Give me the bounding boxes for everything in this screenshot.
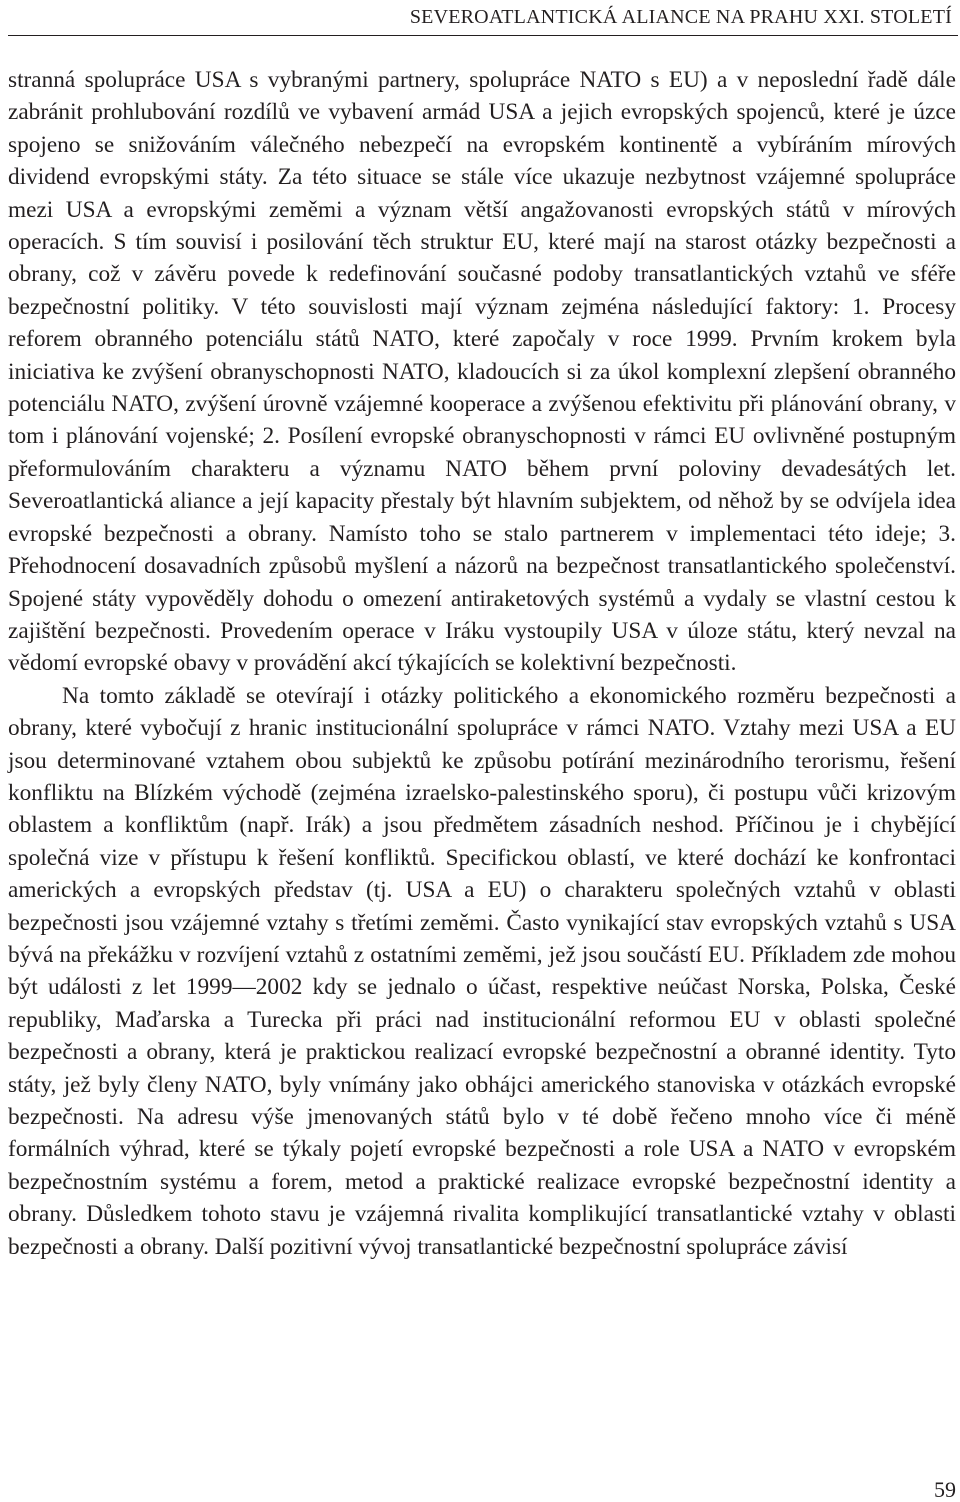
paragraph-1: stranná spolupráce USA s vybranými partnery, spolupráce NATO s EU) a v neposlední řadě dále zabránit prohlubování rozdílů ve vybavení armád USA a jejich evropských spojenců, které je úzce spojeno se snižováním válečného nebezpečí na evropském kontinentě a vybíráním mírových dividend evropskými státy. Za této situace se stále více ukazuje nezbytnost vzájemné spolupráce mezi USA a evropskými zeměmi a význam větší angažovanosti evropských států v mírových operacích. S tím souvisí i posilování těch struktur EU, které mají na starost otázky bezpečnosti a obrany, což v závěru povede k redefinování současné podoby transatlantických vztahů ve sféře bezpečnostní politiky. V této souvislosti mají význam zejména následující faktory: 1. Procesy reforem obranného potenciálu států NATO, které započaly v roce 1999. Prvním krokem byla iniciativa ke zvýšení obranyschopnosti NATO, kladoucích si za úkol komplexní zlepšení obranného potenciálu NATO, zvýšení úrovně vzájemné kooperace a zvýšenou efektivitu při plánování obrany, v tom i plánování vojenské; 2. Posílení evropské obranyschopnosti v rámci EU ovlivněné postupným přeformulováním charakteru a významu NATO během první poloviny devadesátých let. Severoatlantická aliance a její kapacity přestaly být hlavním subjektem, od něhož by se odvíjela idea evropské bezpečnosti a obrany. Namísto toho se stalo partnerem v implementaci této ideje; 3. Přehodnocení dosavadních způsobů myšlení a názorů na bezpečnost transatlantického společenství. Spojené státy vypověděly dohodu o omezení antiraketových systémů a vydaly se vlastní cestou k zajištění bezpečnosti. Provedením operace v Iráku vystoupily USA v úloze státu, který nevzal na vědomí evropské obavy v provádění akcí týkajících se kolektivní bezpečnosti. — [8, 67, 956, 677]
paragraph-2: Na tomto základě se otevírají i otázky politického a ekonomického rozměru bezpečnosti a obrany, které vybočují z hranic institucionální spolupráce v rámci NATO. Vztahy mezi USA a EU jsou determinované vztahem obou subjektů ke způsobu potírání mezinárodního terorismu, řešení konfliktu na Blízkém východě (zejména izraelsko-palestinského sporu), či postupu vůči krizovým oblastem a konfliktům (např. Irák) a jsou předmětem zásadních neshod. Příčinou je i chybějící společná vize v přístupu k řešení konfliktů. Specifickou oblastí, ve které dochází ke konfrontaci amerických a evropských představ (tj. USA a EU) o charakteru společných vztahů v oblasti bezpečnosti jsou vzájemné vztahy s třetími zeměmi. Často vynikající stav evropských vztahů s USA bývá na překážku v rozvíjení vztahů z ostatními zeměmi, jež jsou součástí EU. Příkladem zde mohou být události z let 1999—2002 kdy se jednalo o účast, respektive neúčast Norska, Polska, České republiky, Maďarska a Turecka při práci nad institucionální reformou EU v oblasti společné bezpečnosti a obrany, která je praktickou realizací evropské bezpečnostní a obranné identity. Tyto státy, jež byly členy NATO, byly vnímány jako obhájci amerického stanoviska v otázkách evropské bezpečnosti. Na adresu výše jmenovaných států bylo v té době řečeno mnoho více či méně formálních výhrad, které se týkaly pojetí evropské bezpečnosti a role USA a NATO v evropském bezpečnostním systému a forem, metod a praktické realizace evropské bezpečnostní identity a obrany. Důsledkem tohoto stavu je vzájemná rivalita komplikující transatlantické vztahy v oblasti bezpečnosti a obrany. Další pozitivní vývoj transatlantické bezpečnostní spolupráce závisí — [8, 682, 956, 1260]
running-header: SEVEROATLANTICKÁ ALIANCE NA PRAHU XXI. STOLETÍ — [409, 6, 952, 28]
body-text — [8, 64, 956, 1263]
header-rule — [8, 35, 958, 36]
page-number: 59 — [934, 1477, 956, 1502]
